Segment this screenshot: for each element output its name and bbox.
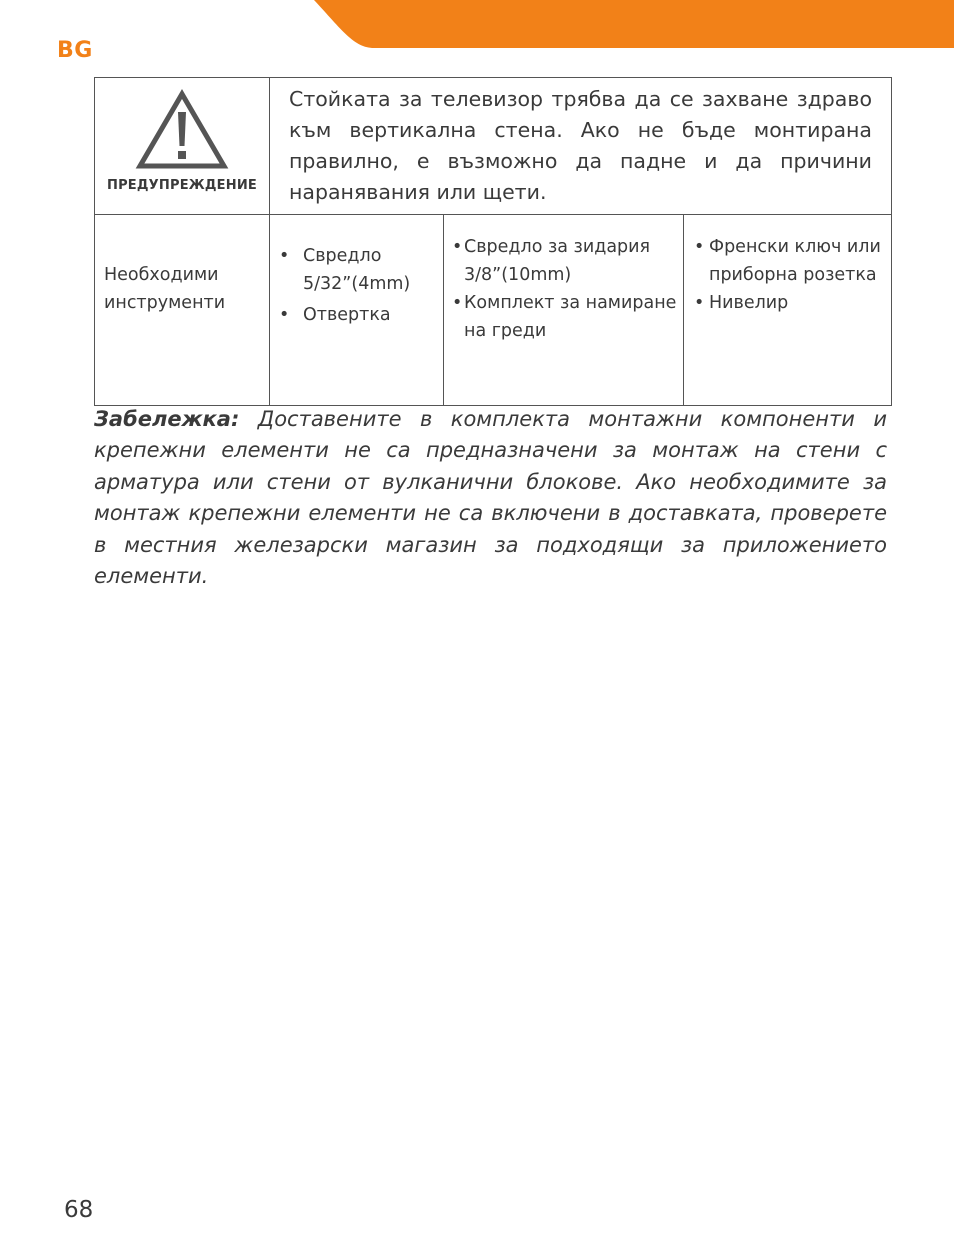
header-accent-tab [314, 0, 954, 48]
tools-row [95, 215, 892, 406]
tool-item: • Отвертка [279, 301, 439, 329]
warning-text: Стойката за телевизор трябва да се захване здраво към вертикална стена. Ако не бъде монтирана правилно, е възможно да падне и да причини наранявания или щети. [270, 78, 892, 215]
tool-item: • Свредло 5/32”(4mm) [279, 242, 439, 298]
warning-row [95, 78, 892, 215]
note-label: Забележка: [94, 407, 240, 431]
warning-label: ПРЕДУПРЕЖДЕНИЕ [107, 178, 257, 193]
tools-column-2 [444, 215, 684, 406]
note-text: Доставените в комплекта монтажни компоненти и крепежни елементи не са предназначени за монтаж на стени с арматура или стени от вулканични блокове. Ако необходимите за монтаж крепежни елементи не са включени в доставката, проверете в местния железарски магазин за подходящи за приложението елементи. [94, 407, 887, 589]
tool-item: • Комплект за намиране на греди [452, 289, 679, 345]
warning-icon-cell [95, 78, 270, 215]
tools-column-1 [270, 215, 444, 406]
language-code: BG [57, 38, 93, 63]
note-paragraph [94, 404, 887, 592]
warning-triangle-icon [134, 88, 230, 172]
tools-label: Необходими инструменти [95, 215, 270, 406]
tool-item: • Свредло за зидария 3/8”(10mm) [452, 233, 679, 289]
page-number: 68 [64, 1197, 94, 1223]
tool-item: • Нивелир [694, 289, 887, 317]
tool-item: • Френски ключ или приборна розетка [694, 233, 887, 289]
tools-column-3 [684, 215, 892, 406]
warning-tools-table [94, 77, 892, 406]
